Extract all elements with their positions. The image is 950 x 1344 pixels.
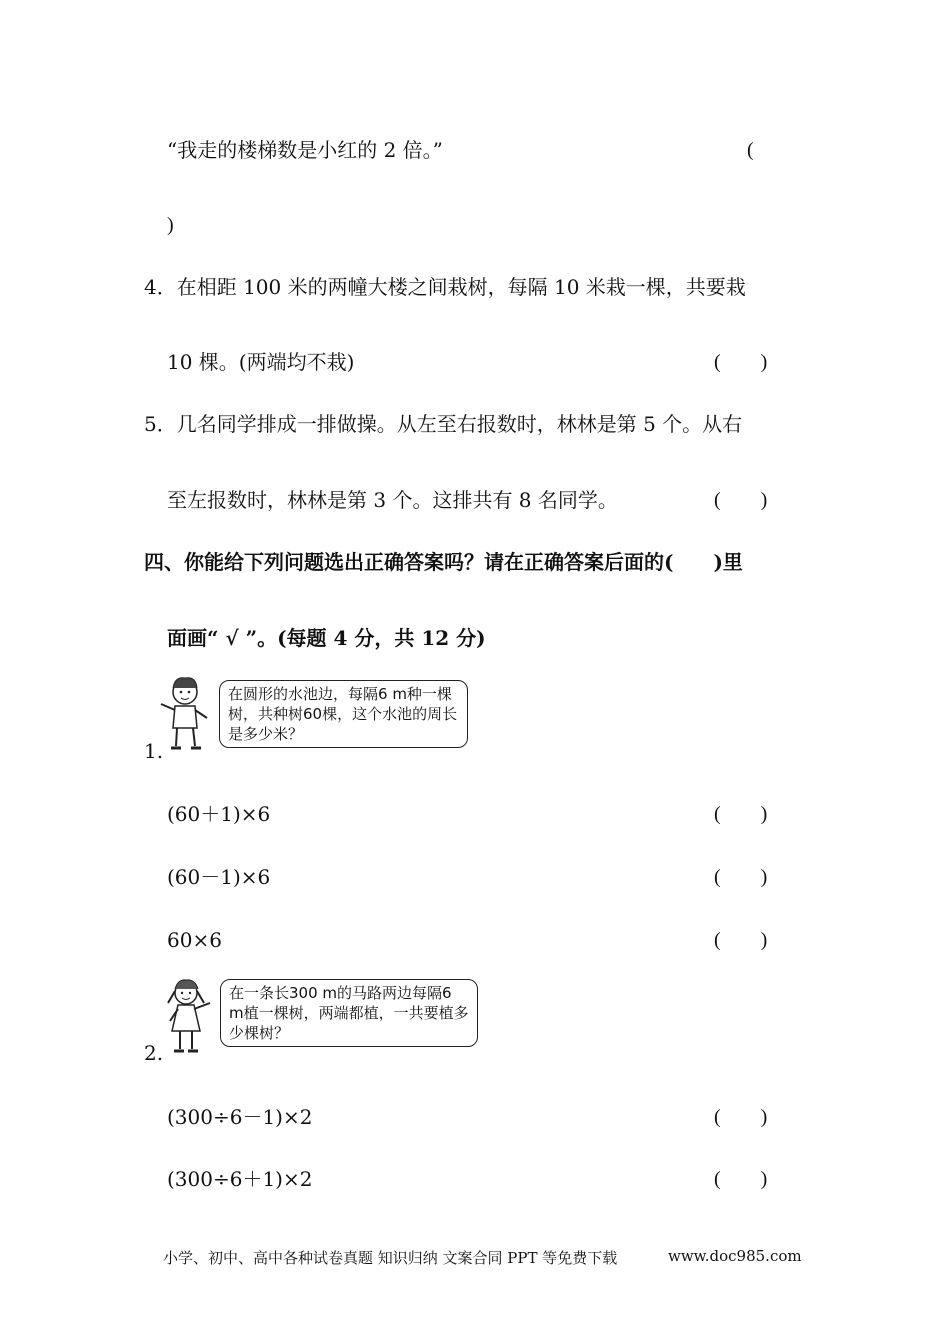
problem1-option-b: (60－1)×6 <box>167 865 271 889</box>
problem2-option-a-answer-box[interactable]: ( ) <box>714 1106 768 1128</box>
problem2-option-b: (300÷6＋1)×2 <box>167 1167 313 1191</box>
problem1-option-b-answer-box[interactable]: ( ) <box>714 866 768 888</box>
q4-answer-box[interactable]: ( ) <box>714 351 768 373</box>
q5-line1: 5．几名同学排成一排做操。从左至右报数时，林林是第 5 个。从右 <box>144 412 743 436</box>
footer-website-link[interactable]: www.doc985.com <box>668 1247 802 1265</box>
footer-download-note: 小学、初中、高中各种试卷真题 知识归纳 文案合同 PPT 等免费下载 <box>163 1249 618 1267</box>
problem2-speech-bubble: 在一条长300 m的马路两边每隔6 m植一棵树，两端都植，一共要植多少棵树？ <box>220 979 478 1047</box>
problem1-speech-bubble: 在圆形的水池边，每隔6 m种一棵树，共种树60棵，这个水池的周长是多少米？ <box>219 680 468 748</box>
problem1-option-c-answer-box[interactable]: ( ) <box>714 929 768 951</box>
q4-line2: 10 棵。(两端均不栽) <box>167 350 355 374</box>
q3-answer-open-paren[interactable]: ( <box>747 139 754 161</box>
problem2-option-a: (300÷6－1)×2 <box>167 1105 313 1129</box>
q5-line2: 至左报数时，林林是第 3 个。这排共有 8 名同学。 <box>167 488 618 512</box>
problem2-option-b-answer-box[interactable]: ( ) <box>714 1168 768 1190</box>
q5-answer-box[interactable]: ( ) <box>714 489 768 511</box>
q3-statement-text: “我走的楼梯数是小红的 2 倍。” <box>167 138 443 162</box>
q3-answer-close-paren[interactable]: ) <box>167 214 174 236</box>
girl-illustration-icon <box>160 977 216 1057</box>
boy-illustration-icon <box>155 674 213 756</box>
problem1-option-a: (60＋1)×6 <box>167 802 271 826</box>
q4-line1: 4．在相距 100 米的两幢大楼之间栽树，每隔 10 米栽一棵，共要栽 <box>144 275 746 299</box>
problem1-number: 1. <box>144 739 164 763</box>
section4-heading-line2: 面画“ √ ”。(每题 4 分，共 12 分) <box>167 626 486 650</box>
problem2-number: 2. <box>144 1041 164 1065</box>
problem1-option-a-answer-box[interactable]: ( ) <box>714 803 768 825</box>
section4-heading-line1: 四、你能给下列问题选出正确答案吗？请在正确答案后面的( )里 <box>144 550 743 574</box>
problem1-option-c: 60×6 <box>167 928 222 952</box>
